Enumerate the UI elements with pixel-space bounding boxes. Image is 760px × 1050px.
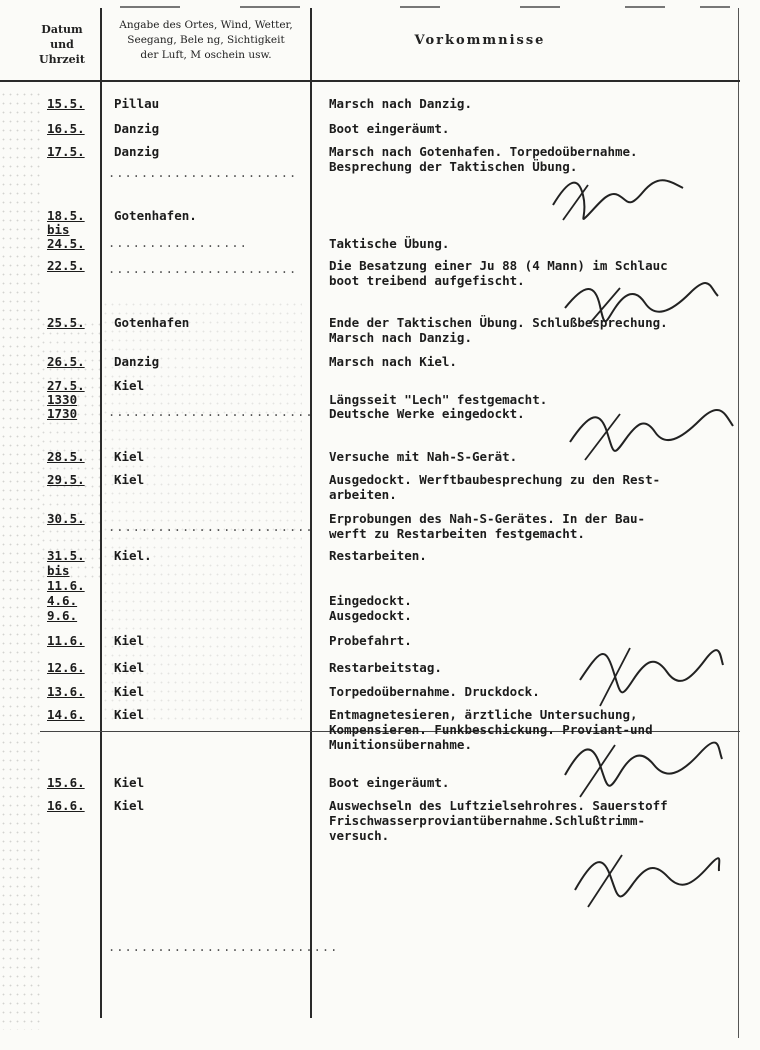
handwritten-signature [570, 845, 720, 914]
handwritten-signature [575, 640, 725, 714]
entry-date: 11.6. [47, 633, 85, 648]
entry-date: 24.5. [47, 236, 85, 251]
top-edge-mark [625, 6, 665, 8]
entry-event-line: Die Besatzung einer Ju 88 (4 Mann) im Schlauc [329, 258, 668, 273]
entry-place: Pillau [114, 96, 160, 111]
entry-date: 1730 [47, 406, 78, 421]
entry-event-line: Boot eingeräumt. [329, 121, 450, 136]
entry-event-line: Längsseit "Lech" festgemacht. [329, 392, 548, 407]
entry-event-line: arbeiten. [329, 487, 397, 502]
entry-place: Kiel [114, 472, 145, 487]
header-date-line: Uhrzeit [39, 53, 85, 66]
entry-event-line: Marsch nach Danzig. [329, 330, 472, 345]
entry-date: 18.5. [47, 208, 85, 223]
entry-event-line: Munitionsübernahme. [329, 737, 472, 752]
entry-date: 15.5. [47, 96, 85, 111]
paper-speckle [0, 90, 40, 1030]
entry-date: 12.6. [47, 660, 85, 675]
entry-event-line: Deutsche Werke eingedockt. [329, 406, 525, 421]
entry-date: bis [47, 222, 70, 237]
entry-date: 9.6. [47, 608, 78, 623]
entry-date: 16.6. [47, 798, 85, 813]
top-edge-mark [120, 6, 180, 8]
entry-event-line: Restarbeiten. [329, 548, 427, 563]
header-date-column [30, 22, 94, 67]
entry-date: 22.5. [47, 258, 85, 273]
entry-date: 16.5. [47, 121, 85, 136]
entry-place: Kiel [114, 775, 145, 790]
entry-date: 1330 [47, 392, 78, 407]
entry-date: 14.6. [47, 707, 85, 722]
dotted-filler: ................. [108, 236, 248, 250]
entry-date: 13.6. [47, 684, 85, 699]
entry-place: Kiel [114, 378, 145, 393]
entry-place: Gotenhafen [114, 315, 190, 330]
entry-place: Kiel [114, 684, 145, 699]
entry-place: Danzig [114, 144, 160, 159]
entry-event-line: boot treibend aufgefischt. [329, 273, 525, 288]
entry-place: Kiel [114, 660, 145, 675]
entry-event-line: Ende der Taktischen Übung. Schlußbesprechung. [329, 315, 668, 330]
header-place-column [104, 18, 308, 63]
entry-date: bis [47, 563, 70, 578]
dotted-filler: ............................ [108, 940, 339, 954]
entry-event-line: Probefahrt. [329, 633, 412, 648]
dotted-filler: ......................... [108, 405, 314, 419]
entry-date: 27.5. [47, 378, 85, 393]
entry-event-line: Boot eingeräumt. [329, 775, 450, 790]
entry-event-line: Ausgedockt. [329, 608, 412, 623]
entry-place: Kiel [114, 798, 145, 813]
entry-place: Kiel [114, 707, 145, 722]
header-place-line: Seegang, Bele ng, Sichtigkeit [127, 34, 285, 46]
handwritten-signature [560, 278, 720, 332]
entry-date: 28.5. [47, 449, 85, 464]
entry-event-line: Erprobungen des Nah-S-Gerätes. In der Bau- [329, 511, 646, 526]
entry-place: Gotenhafen. [114, 208, 197, 223]
handwritten-signature [565, 402, 735, 466]
header-events-column: Vorkommnisse [414, 33, 546, 48]
entry-event-line: Marsch nach Kiel. [329, 354, 457, 369]
page-right-edge [738, 8, 739, 1038]
entry-event-line: Entmagnetesieren, ärztliche Untersuchung, [329, 707, 638, 722]
header-place-line: der Luft, M oschein usw. [140, 49, 272, 61]
top-edge-mark [700, 6, 730, 8]
entry-place: Danzig [114, 121, 160, 136]
column-divider-date [100, 8, 102, 1018]
dotted-filler: ....................... [108, 262, 298, 276]
entry-date: 15.6. [47, 775, 85, 790]
dotted-filler: ....................... [108, 166, 298, 180]
entry-event-line: Marsch nach Gotenhafen. Torpedoübernahme. [329, 144, 638, 159]
header-date-line: Datum [41, 23, 83, 36]
entry-event-line: Restarbeitstag. [329, 660, 442, 675]
entry-event-line: Besprechung der Taktischen Übung. [329, 159, 578, 174]
entry-place: Kiel [114, 449, 145, 464]
top-edge-mark [240, 6, 300, 8]
entry-date: 11.6. [47, 578, 85, 593]
entry-event-line: Ausgedockt. Werftbaubesprechung zu den Rest- [329, 472, 661, 487]
entry-event-line: Kompensieren. Funkbeschickung. Proviant-und [329, 722, 653, 737]
entry-place: Danzig [114, 354, 160, 369]
entry-date: 31.5. [47, 548, 85, 563]
dotted-filler: ......................... [108, 520, 314, 534]
entry-place: Kiel [114, 633, 145, 648]
handwritten-signature [560, 735, 725, 804]
entry-date: 30.5. [47, 511, 85, 526]
top-edge-mark [520, 6, 560, 8]
entry-event-line: versuch. [329, 828, 390, 843]
entry-date: 25.5. [47, 315, 85, 330]
entry-date: 26.5. [47, 354, 85, 369]
entry-event-line: werft zu Restarbeiten festgemacht. [329, 526, 585, 541]
entry-event-line: Eingedockt. [329, 593, 412, 608]
entry-event-line: Marsch nach Danzig. [329, 96, 472, 111]
entry-date: 17.5. [47, 144, 85, 159]
entry-place: Kiel. [114, 548, 152, 563]
top-edge-mark [400, 6, 440, 8]
header-place-line: Angabe des Ortes, Wind, Wetter, [119, 19, 293, 31]
entry-event-line: Auswechseln des Luftzielsehrohres. Sauerstoff [329, 798, 668, 813]
entry-event-line: Taktische Übung. [329, 236, 450, 251]
entry-event-line: Torpedoübernahme. Druckdock. [329, 684, 540, 699]
handwritten-signature [548, 170, 688, 234]
header-date-line: und [50, 38, 74, 51]
column-divider-place [310, 8, 312, 1018]
entry-date: 4.6. [47, 593, 78, 608]
header-rule [0, 80, 740, 82]
entry-event-line: Versuche mit Nah-S-Gerät. [329, 449, 518, 464]
entry-event-line: Frischwasserproviantübernahme.Schlußtrimm- [329, 813, 646, 828]
entry-date: 29.5. [47, 472, 85, 487]
